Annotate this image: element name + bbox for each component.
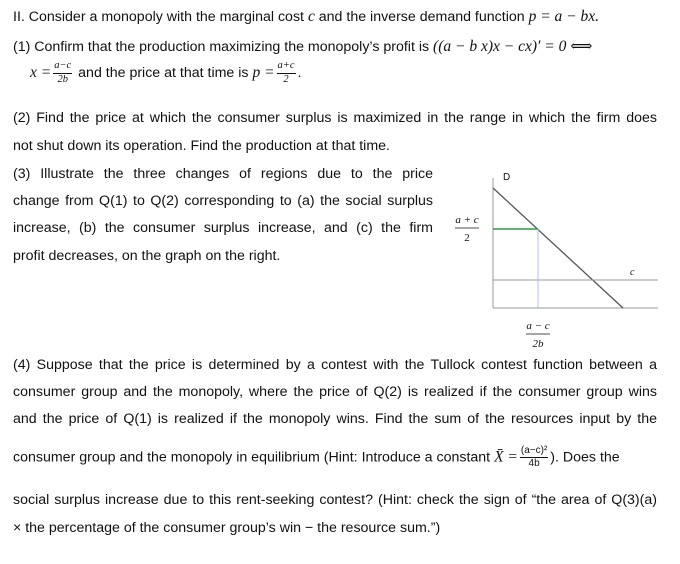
q1-line2: x = $\frac{a-c}{2b}$ and the price at that time is p = $\frac{a+c}{2}$ . bbox=[30, 60, 302, 85]
q2-line2: not shut down its operation. Find the production at that time. bbox=[13, 138, 390, 154]
quantity-label-numerator: a − c bbox=[526, 320, 550, 332]
q4-line3: and the price of Q(1) is realized if the monopoly wins. Find the sum of the resources input by the bbox=[13, 411, 657, 427]
monopoly-graph bbox=[440, 160, 670, 355]
mc-symbol: c bbox=[307, 8, 315, 25]
q4-line5: social surplus increase due to this rent-seeking contest? (Hint: check the sign of “the area of Q(3)(a) bbox=[13, 492, 657, 508]
xbar-fraction: $\frac{\text{(a−c)²}}{4b}$ bbox=[520, 445, 548, 469]
demand-equation: p = a − bx. bbox=[528, 8, 600, 25]
q3-line3: increase, (b) the consumer surplus increase, and (c) the firm bbox=[13, 220, 433, 236]
foc-condition: ((a − b x)x − cx)′ = 0 ⟺ bbox=[433, 38, 593, 55]
q3-line1: (3) Illustrate the three changes of regions due to the price bbox=[13, 166, 433, 182]
q4-line2: consumer group and the monopoly, where the price of Q(2) is realized if the consumer group wins bbox=[13, 384, 657, 400]
xbar-symbol: X̄ = bbox=[494, 448, 518, 466]
demand-label: D bbox=[503, 172, 511, 183]
x-fraction: $\frac{a-c}{2b}$ bbox=[54, 60, 72, 85]
mc-label: c bbox=[630, 267, 635, 278]
problem-title: II. Consider a monopoly with the marginal cost c and the inverse demand function p = a − bx. bbox=[13, 8, 600, 25]
price-label-numerator: a + c bbox=[455, 214, 479, 226]
q4-line1: (4) Suppose that the price is determined by a contest with the Tullock contest function between a bbox=[13, 357, 657, 373]
demand-curve bbox=[493, 188, 623, 308]
q3-line2: change from Q(1) to Q(2) corresponding to (a) the social surplus bbox=[13, 193, 433, 209]
q3-line4: profit decreases, on the graph on the right. bbox=[13, 248, 281, 264]
p-fraction: $\frac{a+c}{2}$ bbox=[277, 60, 295, 85]
quantity-label-denominator: 2b bbox=[532, 338, 544, 350]
q2-line1: (2) Find the price at which the consumer surplus is maximized in the range in which the firm does bbox=[13, 110, 657, 126]
q1-line1: (1) Confirm that the production maximizing the monopoly’s profit is ((a − b x)x − cx)′ = 0 ⟺ bbox=[13, 38, 593, 55]
price-label-denominator: 2 bbox=[464, 232, 470, 244]
q4-line4: consumer group and the monopoly in equilibrium (Hint: Introduce a constant X̄ = $\frac{\text{(a−c)²}}{4b}$ ). Does the bbox=[13, 445, 620, 469]
q4-line6: × the percentage of the consumer group’s win − the resource sum.”) bbox=[13, 520, 441, 536]
